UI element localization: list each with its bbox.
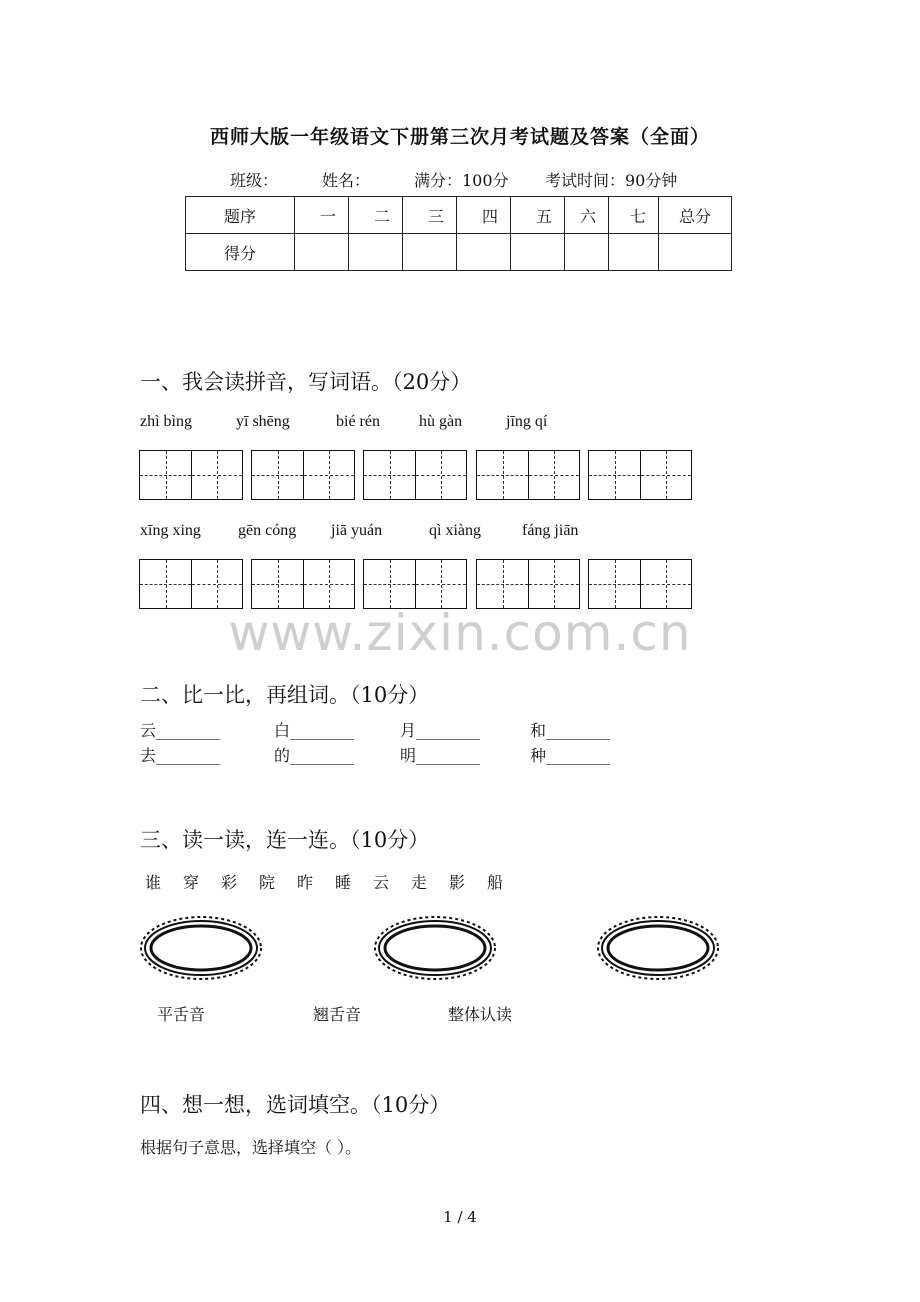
pinyin-label: yī shēng: [236, 413, 290, 430]
character[interactable]: 彩: [221, 873, 238, 892]
score-cell-2[interactable]: [349, 234, 403, 271]
column-1: 一: [295, 197, 349, 234]
word-blank[interactable]: 和________: [530, 721, 611, 740]
score-cell-total[interactable]: [659, 234, 732, 271]
pinyin-label: jiā yuán: [331, 522, 383, 539]
pinyin-label: qì xiàng: [429, 522, 481, 539]
score-cell-5[interactable]: [511, 234, 565, 271]
character-list: [145, 870, 525, 893]
basket-icon[interactable]: [593, 912, 723, 984]
score-table-score-row: [186, 234, 732, 271]
full-score-label: 满分：100分: [414, 171, 509, 190]
basket-icon[interactable]: [370, 912, 500, 984]
column-5: 五: [511, 197, 565, 234]
section4-heading: 四、想一想，选词填空。（10分）: [140, 1093, 451, 1117]
character[interactable]: 影: [449, 873, 466, 892]
character[interactable]: 云: [373, 873, 390, 892]
class-label: 班级：: [230, 171, 279, 190]
character[interactable]: 走: [411, 873, 428, 892]
column-6: 六: [565, 197, 609, 234]
writing-grid[interactable]: [251, 450, 355, 500]
writing-grid[interactable]: [363, 559, 467, 609]
column-2: 二: [349, 197, 403, 234]
writing-grid[interactable]: [363, 450, 467, 500]
score-label: 得分: [186, 234, 295, 271]
word-blank[interactable]: 去________: [140, 746, 221, 765]
score-cell-6[interactable]: [565, 234, 609, 271]
character[interactable]: 睡: [335, 873, 352, 892]
section4-instruction: 根据句子意思，选择填空（ ）。: [140, 1138, 362, 1157]
score-cell-3[interactable]: [403, 234, 457, 271]
score-cell-1[interactable]: [295, 234, 349, 271]
score-cell-4[interactable]: [457, 234, 511, 271]
column-4: 四: [457, 197, 511, 234]
exam-time-label: 考试时间：90分钟: [545, 171, 678, 190]
writing-grid[interactable]: [476, 559, 580, 609]
pinyin-label: gēn cóng: [238, 522, 297, 539]
word-blank[interactable]: 的________: [274, 746, 355, 765]
word-blank[interactable]: 白________: [274, 721, 355, 740]
total-label: 总分: [659, 197, 732, 234]
writing-grid[interactable]: [588, 559, 692, 609]
score-cell-7[interactable]: [609, 234, 659, 271]
column-7: 七: [609, 197, 659, 234]
watermark: www.zixin.com.cn: [228, 604, 692, 662]
question-number-label: 题序: [186, 197, 295, 234]
writing-grid[interactable]: [251, 559, 355, 609]
word-blank[interactable]: 明________: [400, 746, 481, 765]
column-3: 三: [403, 197, 457, 234]
word-blank[interactable]: 种________: [530, 746, 611, 765]
section1-heading: 一、我会读拼音，写词语。（20分）: [140, 370, 472, 394]
name-label: 姓名：: [322, 171, 371, 190]
pinyin-label: zhì bìng: [140, 413, 192, 430]
pinyin-label: jīng qí: [506, 413, 548, 430]
word-blank[interactable]: 云________: [140, 721, 221, 740]
pinyin-label: fáng jiān: [522, 522, 579, 539]
category-label: 整体认读: [448, 1005, 513, 1024]
score-table-header-row: [186, 197, 732, 234]
character[interactable]: 船: [487, 873, 504, 892]
character[interactable]: 穿: [183, 873, 200, 892]
section2-heading: 二、比一比，再组词。（10分）: [140, 683, 430, 707]
character[interactable]: 谁: [145, 873, 162, 892]
pinyin-label: bié rén: [336, 413, 380, 430]
category-label: 平舌音: [157, 1005, 206, 1024]
pinyin-label: xīng xing: [140, 522, 201, 539]
writing-grid[interactable]: [588, 450, 692, 500]
section3-heading: 三、读一读，连一连。（10分）: [140, 828, 430, 852]
writing-grid[interactable]: [476, 450, 580, 500]
word-blank[interactable]: 月________: [400, 721, 481, 740]
pinyin-label: hù gàn: [419, 413, 463, 430]
score-table: [185, 196, 732, 271]
page-number: 1 / 4: [443, 1208, 477, 1226]
category-label: 翘舌音: [313, 1005, 362, 1024]
character[interactable]: 昨: [297, 873, 314, 892]
document-title: 西师大版一年级语文下册第三次月考试题及答案（全面）: [209, 126, 710, 148]
writing-grid[interactable]: [139, 450, 243, 500]
character[interactable]: 院: [259, 873, 276, 892]
writing-grid[interactable]: [139, 559, 243, 609]
basket-icon[interactable]: [136, 912, 266, 984]
